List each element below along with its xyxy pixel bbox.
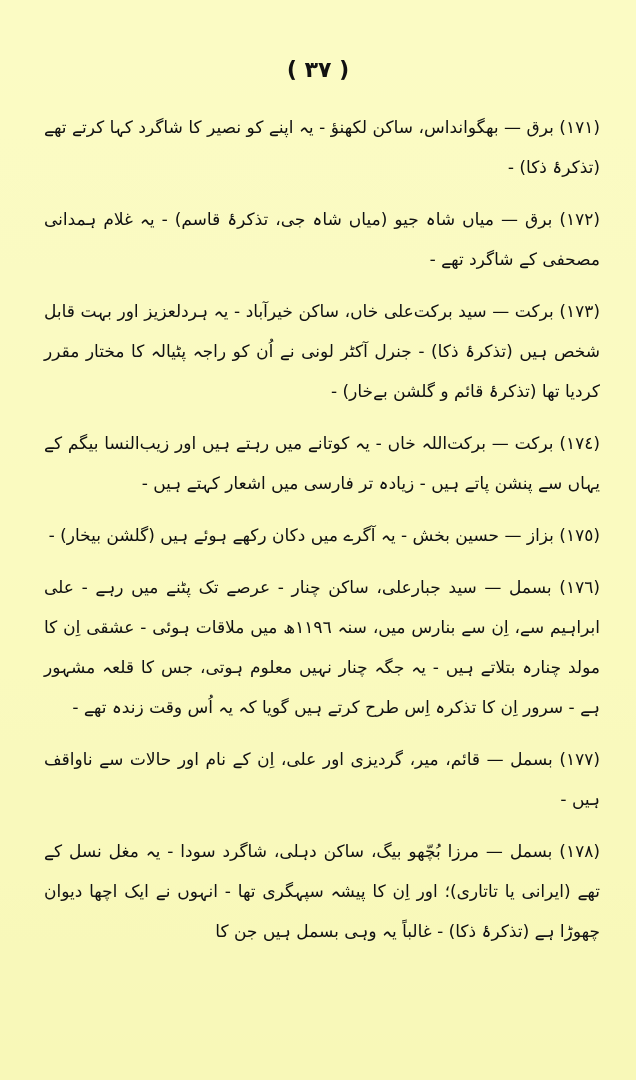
entry-173: (١٧٣) برکت — سید برکت‌علی خاں، ساکن خیرآباد - یہ ہردلعزیز اور بہت قابل شخص ہیں (تذکرۂ ذکا) - جنرل آکٹر لونی نے اُن کو راجہ پٹیالہ کا مختار مقرر کردیا تھا (تذکرۂ قائم و گلشن بےخار) - xyxy=(44,302,600,402)
entry-171: (١٧١) برق — بھگوانداس، ساکن لکھنؤ - یہ اپنے کو نصیر کا شاگرد کہا کرتے تھے (تذکرۂ ذکا) - xyxy=(44,118,600,178)
page-number: ( ٣٧ ) xyxy=(286,58,350,83)
entry-174: (١٧٤) برکت — برکت‌اللہ خاں - یہ کوتانے میں رہتے ہیں اور زیب‌النسا بیگم کے یہاں سے پنشن پاتے ہیں - زیادہ تر فارسی میں اشعار کہتے ہیں - xyxy=(44,434,600,494)
entry-172: (١٧٢) برق — میاں شاہ جیو (میاں شاہ جی، تذکرۂ قاسم) - یہ غلام ہمدانی مصحفی کے شاگرد تھے - xyxy=(44,210,600,270)
entry-175: (١٧٥) بزاز — حسین بخش - یہ آگرے میں دکان رکھے ہوئے ہیں (گلشن بیخار) - xyxy=(48,526,600,546)
entry-177: (١٧٧) بسمل — قائم، میر، گردیزی اور علی، اِن کے نام اور حالات سے ناواقف ہیں - xyxy=(44,750,600,810)
entry-178: (١٧٨) بسمل — مرزا بُچّھو بیگ، ساکن دہلی، شاگرد سودا - یہ مغل نسل کے تھے (ایرانی یا تاتاری)؛ اور اِن کا پیشہ سپہگری تھا - انہوں نے ایک اچھا دیوان چھوڑا ہے (تذکرۂ ذکا) - غالباً یہ وہی بسمل ہیں جن کا xyxy=(44,842,600,942)
page-body xyxy=(44,108,600,964)
entry-176: (١٧٦) بسمل — سید جبارعلی، ساکن چنار - عرصے تک پٹنے میں رہے - علی ابراہیم سے، اِن سے بنارس میں، سنہ ١١٩٦ھ میں ملاقات ہوئی - عشقی اِن کا مولد چنارہ بتلاتے ہیں - یہ جگہ چنار نہیں معلوم ہوتی، جس کا قلعہ مشہور ہے - سرور اِن کا تذکرہ اِس طرح کرتے ہیں گویا کہ یہ اُس وقت زندہ تھے - xyxy=(44,578,600,718)
